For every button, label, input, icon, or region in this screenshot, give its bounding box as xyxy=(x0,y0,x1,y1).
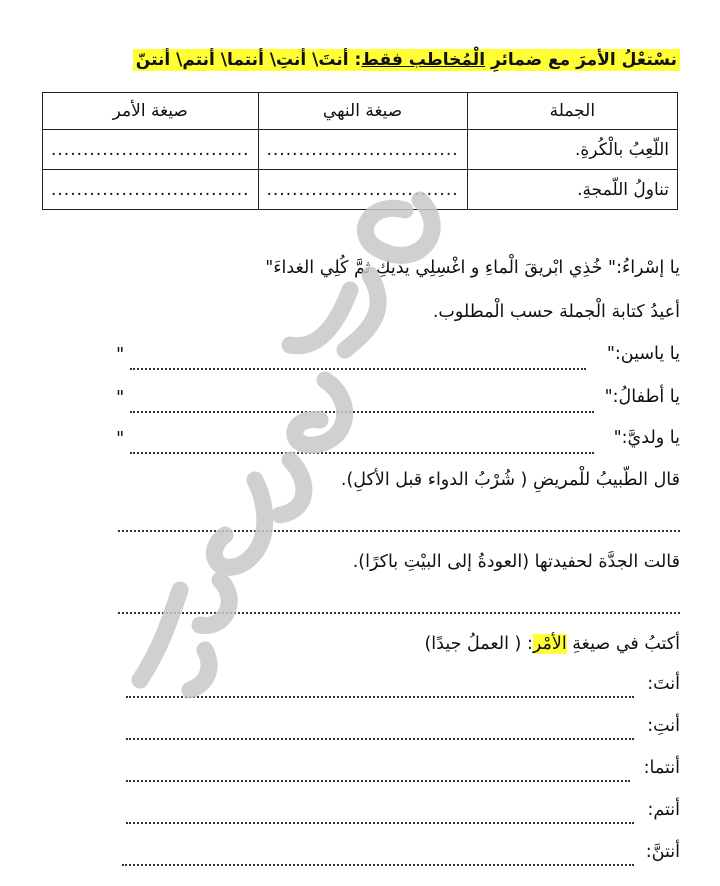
doctor-sentence: قال الطّبيبُ للْمريضِ ( شُرْبُ الدواء قبل الأكلِ). xyxy=(340,470,680,490)
table-row xyxy=(43,170,678,210)
target-children-label: يا أطفالُ:" xyxy=(604,387,680,407)
title-main: نسْتعْلُ الأمرَ مع ضمائرِ xyxy=(485,50,677,70)
target-sons-answer[interactable] xyxy=(130,432,594,454)
quote-close: " xyxy=(116,428,125,449)
table-header-row xyxy=(43,93,678,130)
title-underlined: الْمُخاطب فقط xyxy=(361,50,486,70)
pronoun-antuma-answer[interactable] xyxy=(126,760,630,782)
instruction-prefix: أكتبُ في صيغةِ xyxy=(566,634,680,654)
target-sons-label: يا ولديَّ:" xyxy=(613,428,680,448)
esraa-quote: يا إسْراءُ:" خُذِي ابْريقَ الْماءِ و اغْسِلِي يديكِ ثمَّ كُلِي الغداءَ" xyxy=(265,258,680,278)
rewrite-instruction: أعيدُ كتابة الْجملة حسب الْمطلوب. xyxy=(432,302,680,322)
imperative-instruction xyxy=(424,634,680,654)
target-children-answer[interactable] xyxy=(130,391,594,413)
row-sentence: اللّعِبُ بالْكُرةِ. xyxy=(467,130,677,170)
page-title xyxy=(133,50,680,70)
doctor-answer-line[interactable] xyxy=(118,510,680,532)
pronoun-antum-answer[interactable] xyxy=(126,802,634,824)
target-yassine-label: يا ياسين:" xyxy=(606,344,680,364)
grandma-sentence: قالت الجدَّة لحفيدتها (العودةُ إلى البيْتِ باكرًا). xyxy=(352,552,680,572)
target-yassine-answer[interactable] xyxy=(130,348,586,370)
pronoun-anta-answer[interactable] xyxy=(126,676,634,698)
pronoun-anti-label: أنتِ: xyxy=(647,716,680,736)
row-sentence: تناولُ اللّمجةِ. xyxy=(467,170,677,210)
instruction-suffix: : ( العملُ جيدًا) xyxy=(424,634,533,654)
title-highlight xyxy=(133,49,680,71)
header-nahy: صيغة النهي xyxy=(258,93,467,130)
pronoun-antuma-label: أنتما: xyxy=(643,758,680,778)
quote-close: " xyxy=(116,387,125,408)
amr-answer-field[interactable]: ............................... xyxy=(43,130,259,170)
amr-answer-field[interactable]: ............................... xyxy=(43,170,259,210)
nahy-answer-field[interactable]: .............................. xyxy=(258,170,467,210)
instruction-highlight: الأمْر xyxy=(532,634,567,654)
grandma-answer-line[interactable] xyxy=(118,592,680,614)
pronoun-anta-label: أنتَ: xyxy=(647,674,680,694)
pronoun-antunna-answer[interactable] xyxy=(122,844,634,866)
quote-close: " xyxy=(116,344,125,365)
pronoun-antunna-label: أنتنَّ: xyxy=(645,842,680,862)
header-sentence: الجملة xyxy=(467,93,677,130)
pronoun-antum-label: أنتم: xyxy=(647,800,680,820)
nahy-answer-field[interactable]: .............................. xyxy=(258,130,467,170)
title-pronouns: : أنتَ\ أنتِ\ أنتما\ أنتم\ أنتنّ xyxy=(135,50,362,70)
table-row xyxy=(43,130,678,170)
pronoun-anti-answer[interactable] xyxy=(126,718,634,740)
conjugation-table xyxy=(42,92,678,210)
header-amr: صيغة الأمر xyxy=(43,93,259,130)
